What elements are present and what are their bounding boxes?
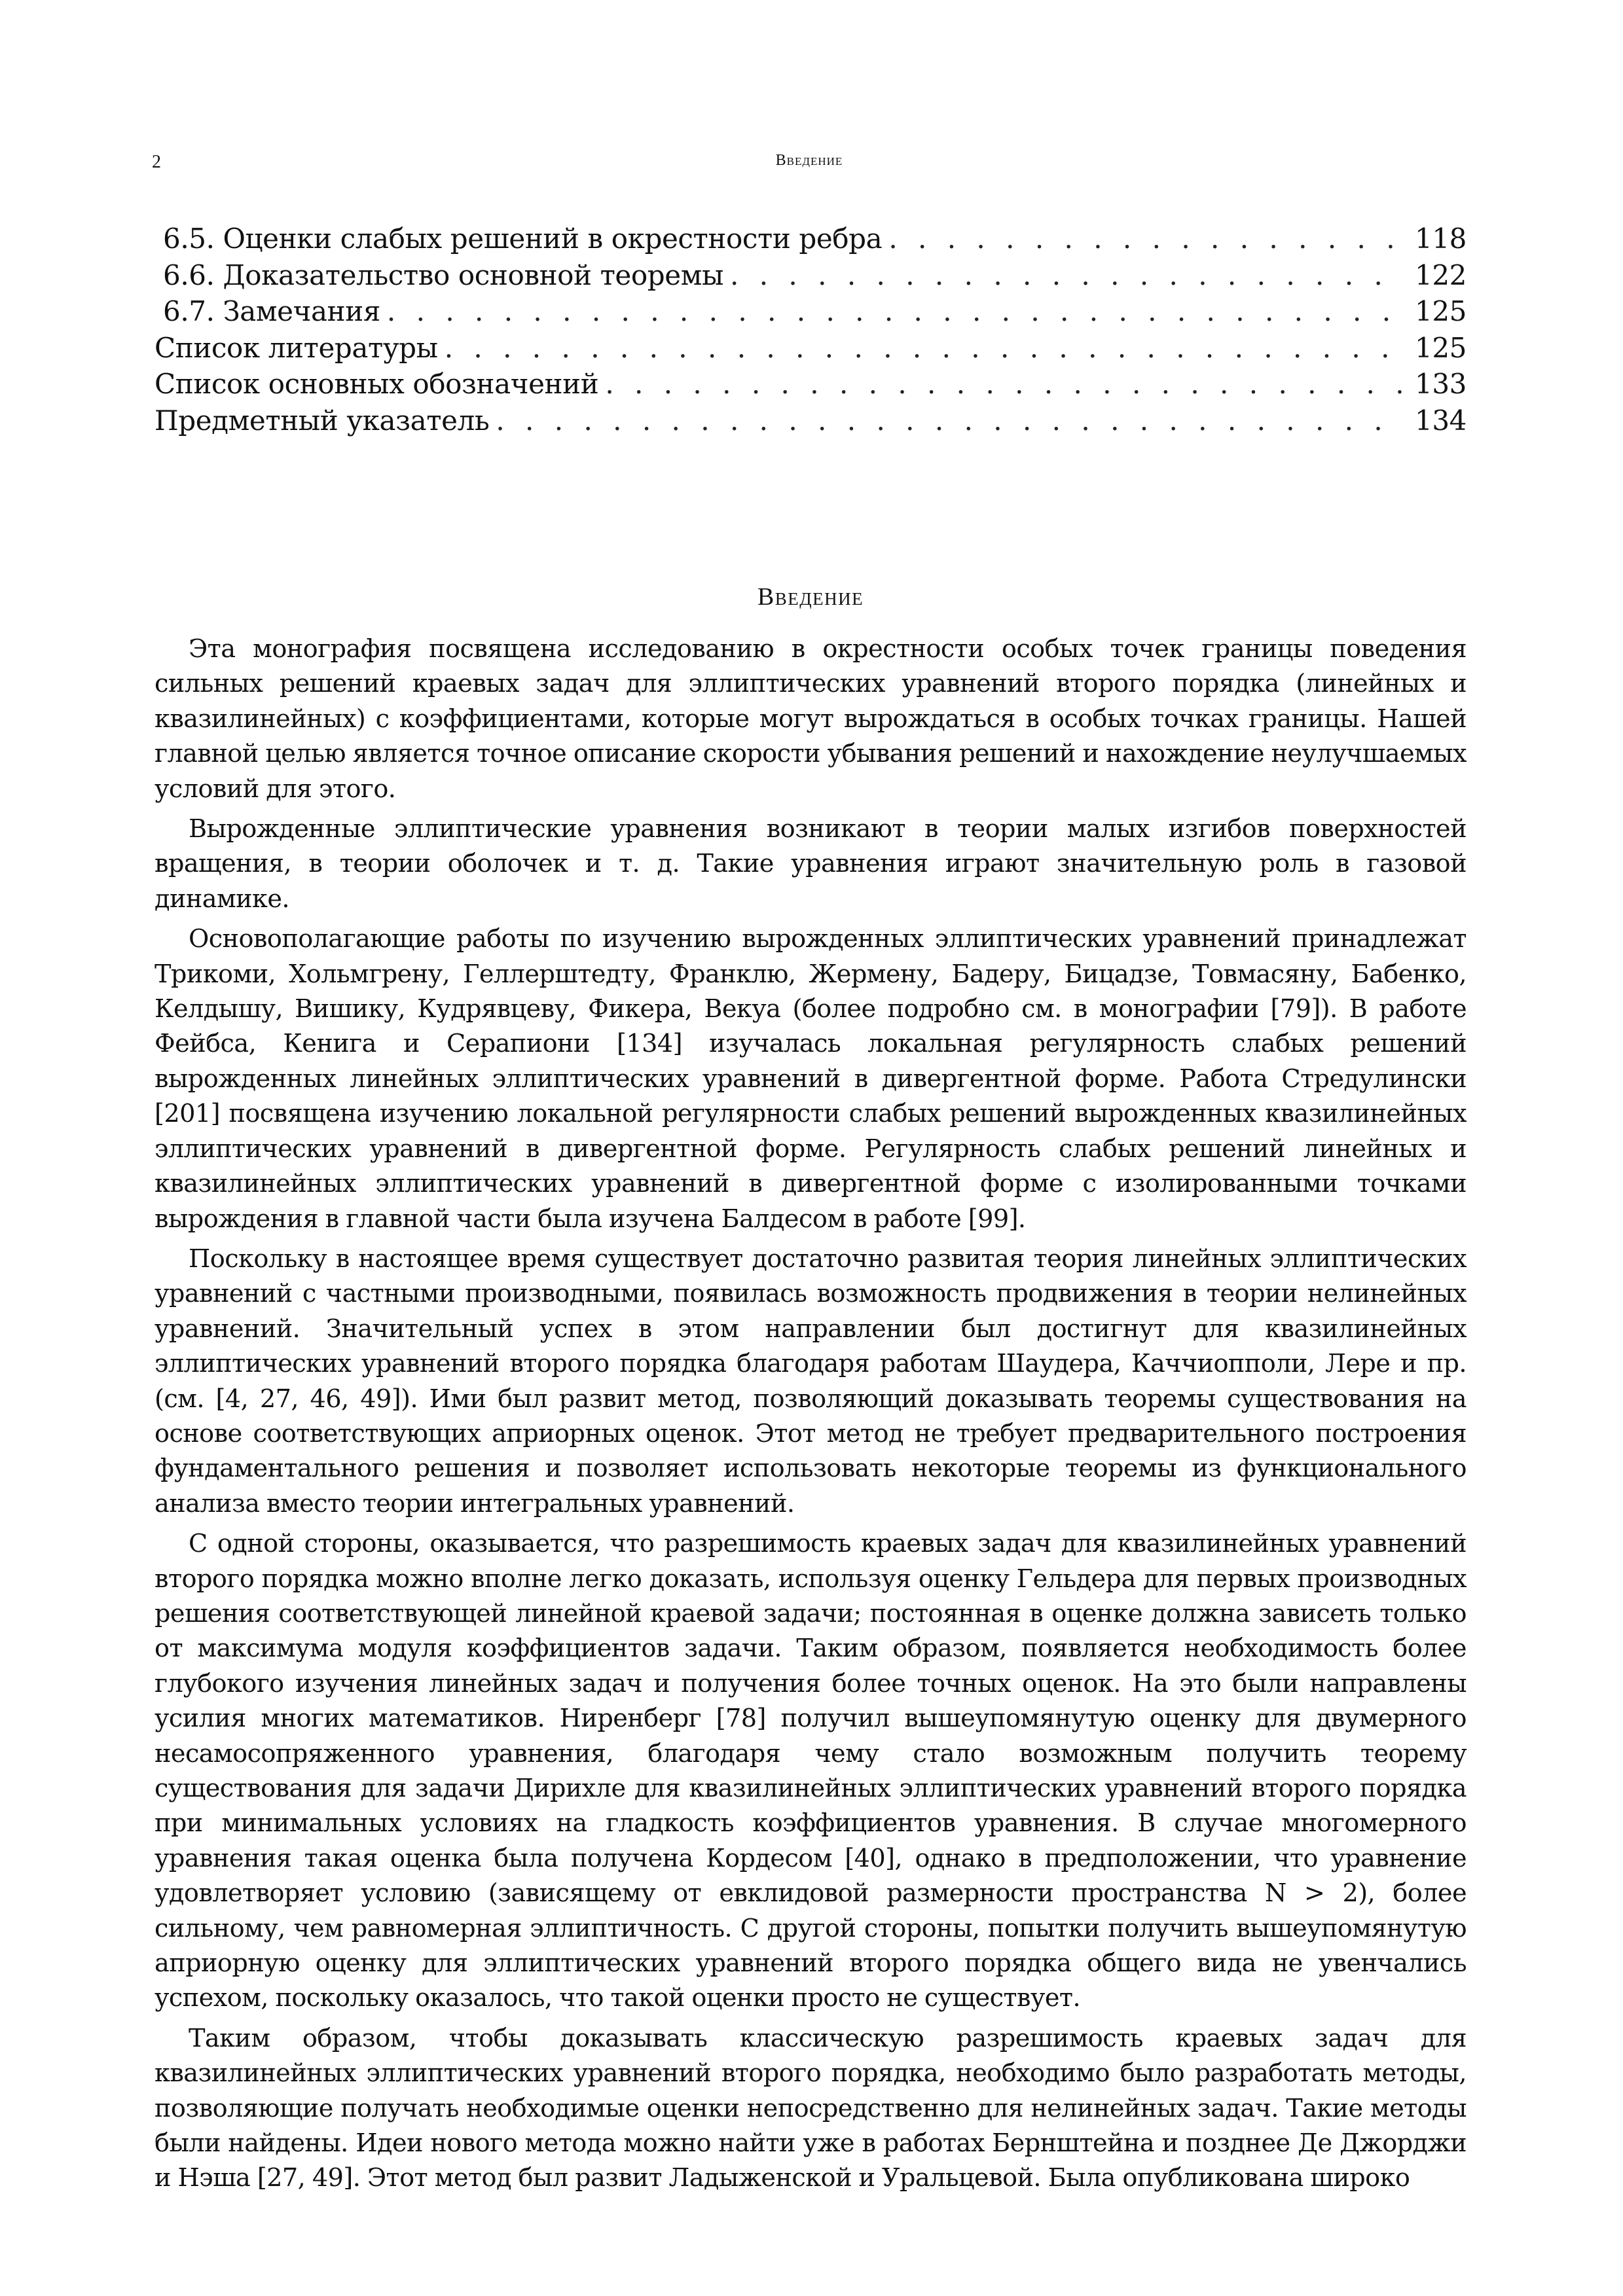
toc-entry[interactable] [155,404,1467,441]
toc-entry-page: 118 [1415,223,1467,255]
toc-entry[interactable] [155,259,1467,296]
toc-leader-dots [605,368,1403,400]
toc-leader-dots [888,223,1403,255]
toc-entry-label: Список литературы [155,331,438,364]
page-number: 2 [152,152,161,172]
toc-entry-page: 122 [1415,259,1467,291]
paragraph: Таким образом, чтобы доказывать классическую разрешимость краевых задач для квазилинейных эллиптических уравнений второго порядка, необходимо было разработать методы, позволяющие получать необходимые оценки непосредственно для нелинейных задач. Такие методы были найдены. Идеи нового метода можно найти уже в работах Бернштейна и позднее Де Джорджи и Нэша [27, 49]. Этот метод был развит Ладыженской и Уральцевой. Была опубликована широко [155,2024,1467,2193]
toc-entry-label: 6.6. Доказательство основной теоремы [163,259,724,291]
toc-entry-label: Список основных обозначений [155,368,599,401]
paragraph: С одной стороны, оказывается, что разрешимость краевых задач для квазилинейных уравнений второго порядка можно вполне легко доказать, используя оценку Гельдера для первых производных решения соответствующей линейной краевой задачи; постоянная в оценке должна зависеть только от максимума модуля коэффициентов задачи. Таким образом, появляется необходимость более глубокого изучения линейных задач и получения более точных оценок. На это были направлены усилия многих математиков. Ниренберг [78] получил вышеупомянутую оценку для двумерного несамосопряженного уравнения, благодаря чему стало возможным получить теорему существования для задачи Дирихле для квазилинейных эллиптических уравнений второго порядка при минимальных условиях на гладкость коэффициентов уравнения. В случае многомерного уравнения такая оценка была получена Кордесом [40], однако в предположении, что уравнение удовлетворяет условию (зависящему от евклидовой размерности пространства N > 2), более сильному, чем равномерная эллиптичность. С другой стороны, попытки получить вышеупомянутую априорную оценку для эллиптических уравнений второго порядка общего вида не увенчались успехом, поскольку оказалось, что такой оценки просто не существует. [155,1530,1467,2013]
running-header [152,152,1467,178]
toc-entry[interactable] [155,368,1467,404]
table-of-contents [155,223,1467,441]
toc-leader-dots [445,332,1403,364]
toc-entry-page: 134 [1415,404,1467,437]
section-heading: Введение [757,583,864,611]
paragraph: Поскольку в настоящее время существует достаточно развитая теория линейных эллиптических уравнений с частными производными, появилась возможность продвижения в теории нелинейных уравнений. Значительный успех в этом направлении был достигнут для квазилинейных эллиптических уравнений второго порядка благодаря работам Шаудера, Каччиопполи, Лере и пр. (см. [4, 27, 46, 49]). Ими был развит метод, позволяющий доказывать теоремы существования на основе соответствующих априорных оценок. Этот метод не требует предварительного построения фундаментального решения и позволяет использовать некоторые теоремы из функционального анализа вместо теории интегральных уравнений. [155,1244,1467,1518]
section-body [155,632,1467,2202]
paragraph: Вырожденные эллиптические уравнения возникают в теории малых изгибов поверхностей вращения, в теории оболочек и т. д. Такие уравнения играют значительную роль в газовой динамике. [155,815,1467,914]
running-title: Введение [775,152,843,169]
toc-entry-page: 133 [1415,368,1467,401]
paragraph: Эта монография посвящена исследованию в окрестности особых точек границы поведения сильных решений краевых задач для эллиптических уравнений второго порядка (линейных и квазилинейных) с коэффициентами, которые могут вырождаться в особых точках границы. Нашей главной целью является точное описание скорости убывания решений и нахождение неулучшаемых условий для этого. [155,635,1467,804]
toc-entry[interactable] [155,295,1467,332]
toc-entry-page: 125 [1415,331,1467,364]
toc-entry-label: 6.7. Замечания [163,295,380,328]
toc-leader-dots [730,259,1403,291]
toc-leader-dots [387,295,1403,327]
paragraph: Основополагающие работы по изучению вырожденных эллиптических уравнений принадлежат Трикоми, Хольмгрену, Геллерштедту, Франклю, Жермену, Бадеру, Бицадзе, Товмасяну, Бабенко, Келдышу, Вишику, Кудрявцеву, Фикера, Векуа (более подробно см. в монографии [79]). В работе Фейбса, Кенига и Серапиони [134] изучалась локальная регулярность слабых решений вырожденных линейных эллиптических уравнений в дивергентной форме. Работа Стредулински [201] посвящена изучению локальной регулярности слабых решений вырожденных квазилинейных эллиптических уравнений в дивергентной форме. Регулярность слабых решений линейных и квазилинейных эллиптических уравнений в дивергентной форме с изолированными точками вырождения в главной части была изучена Балдесом в работе [99]. [155,925,1467,1234]
toc-entry[interactable] [155,332,1467,368]
toc-entry-page: 125 [1415,295,1467,328]
toc-leader-dots [496,404,1403,437]
toc-entry[interactable] [155,223,1467,259]
toc-entry-label: 6.5. Оценки слабых решений в окрестности ребра [163,223,883,255]
toc-entry-label: Предметный указатель [155,404,490,437]
